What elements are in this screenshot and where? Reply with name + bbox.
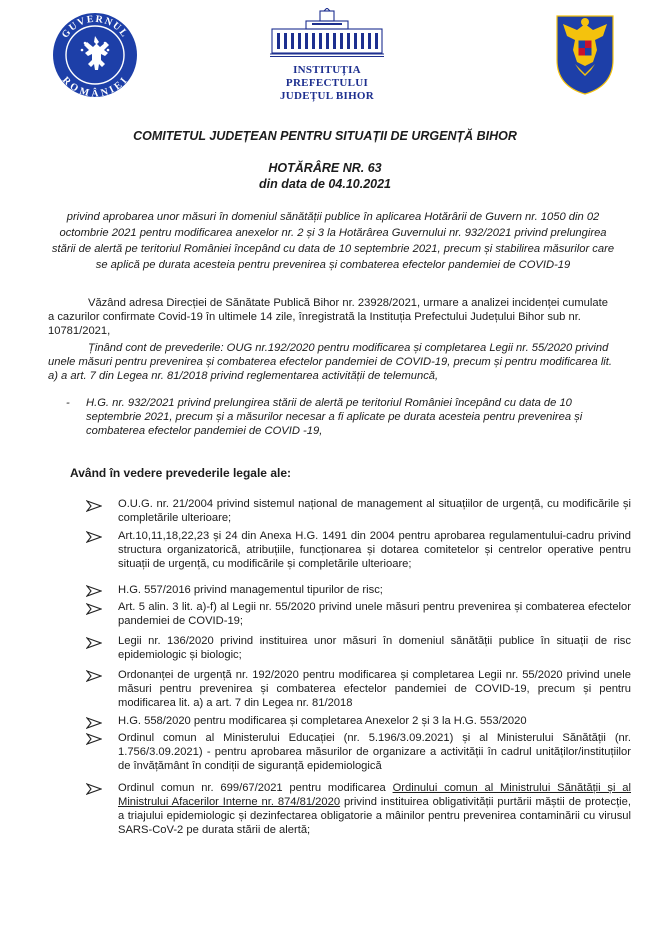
arrow-bullet-icon: [86, 531, 116, 545]
seal-text-top: GUVERNUL: [59, 13, 131, 41]
decision-number: HOTĂRÂRE NR. 63: [268, 161, 382, 175]
building-icon: [268, 8, 386, 58]
paragraph-dsp-address: [48, 296, 628, 338]
subject-line: privind aprobarea unor măsuri în domeniul sănătății publice în aplicarea Hotărârii de Guvern nr. 1050 din 02: [66, 211, 600, 223]
paragraph-line: 10781/2021,: [48, 325, 111, 337]
paragraph-line: unele măsuri pentru prevenirea și combaterea efectelor pandemiei de COVID-19, precum și pentru modificarea lit.: [48, 356, 613, 368]
arrow-bullet-icon: [86, 733, 116, 747]
arrow-bullet-icon: [86, 585, 116, 599]
arrow-bullet-icon: [86, 783, 116, 797]
coat-of-arms-logo: [553, 10, 617, 96]
government-seal-logo: [52, 12, 138, 98]
paragraph-line: Ținând cont de prevederile: OUG nr.192/2020 pentru modificarea și completarea Legii nr. 55/2020 privind: [88, 342, 609, 354]
legal-item: Art.10,11,18,22,23 și 24 din Anexa H.G. 1491 din 2004 pentru aprobarea regulamentului-cadru privind structura organizatorică, atribuțiile, funcționarea și dotarea comitetelor și centrelor operative pentru situații de urgență, cu modificările și completările ulterioare;: [118, 530, 631, 570]
legal-item-text: privind instituirea obligativității purtării măștii de protecție, a triajului epidemiologic și dezinfectarea obligatorie a mâinilor pentru prevenirea contaminării cu virusul SARS-CoV-2 pe durata stării de alertă;: [118, 796, 631, 836]
institution-name-line1: INSTITUȚIA PREFECTULUI: [285, 64, 369, 89]
seal-text-bottom: ROMÂNIEI: [59, 74, 131, 98]
legal-item: Ordinul comun al Ministerului Educației (nr. 5.196/3.09.2021) și al Ministerului Sănătății (nr. 1.756/3.09.2021) - pentru aprobarea măsurilor de organizare a activității în cadrul unităților/instituțiilor de învățământ în condiții de siguranță epidemiologică: [118, 732, 631, 772]
legal-item-underlined-reference: Ordinului comun al Ministrului Sănătății și al Ministrului Afacerilor Interne nr. 874/81/2020: [118, 782, 632, 808]
decision-date: din data de 04.10.2021: [258, 177, 391, 191]
arrow-bullet-icon: [86, 717, 116, 731]
legal-item: H.G. 558/2020 pentru modificarea și completarea Anexelor 2 și 3 la H.G. 553/2020: [118, 715, 527, 727]
dash-item-line: H.G. nr. 932/2021 privind prelungirea stării de alertă pe teritoriul României începând cu data de 10: [86, 397, 572, 409]
subject-line: stării de alertă pe teritoriul României începând cu data de 10 septembrie 2021, precum și stabilirea măsurilor care: [51, 243, 615, 255]
dash-item-line: septembrie 2021, precum și a măsurilor necesar a fi aplicate pe durata acesteia pentru prevenirea și: [86, 411, 583, 423]
arrow-bullet-icon: [86, 603, 116, 617]
legal-item-text: Ordinul comun nr. 699/67/2021 pentru modificarea: [118, 782, 393, 794]
institution-name-line2: JUDEȚUL BIHOR: [279, 90, 375, 102]
paragraph-line: a) a art. 7 din Legea nr. 81/2018 privind reglementarea activității de telemuncă,: [48, 370, 439, 382]
subject-line: se aplică pe durata acesteia pentru prevenirea și combaterea efectelor pandemiei de COVID-19: [95, 259, 571, 271]
arrow-bullet-icon: [86, 637, 116, 651]
prefecture-logo: [262, 8, 392, 102]
legal-item: Legii nr. 136/2020 privind instituirea unor măsuri în domeniul sănătății publice în situații de risc epidemiologic și biologic;: [118, 635, 631, 661]
paragraph-legal-context: [48, 341, 628, 383]
committee-title: COMITETUL JUDEȚEAN PENTRU SITUAȚII DE URGENȚĂ BIHOR: [133, 129, 517, 143]
dash-list-item: [66, 396, 631, 438]
legal-item: H.G. 557/2016 privind managementul tipurilor de risc;: [118, 584, 383, 596]
legal-item: [118, 781, 631, 837]
paragraph-line: a cazurilor confirmate Covid-19 în ultimele 14 zile, înregistrată la Instituția Prefectului Județului Bihor sub nr.: [48, 311, 581, 323]
legal-provisions-heading: Având în vedere prevederile legale ale:: [70, 466, 291, 480]
legal-item: Art. 5 alin. 3 lit. a)-f) al Legii nr. 55/2020 privind unele măsuri pentru prevenirea și combaterea efectelor pandemiei de COVID-19;: [118, 601, 631, 627]
legal-item: Ordonanței de urgență nr. 192/2020 pentru modificarea și completarea Legii nr. 55/2020 privind unele măsuri pentru prevenirea și combaterea efectelor pandemiei de COVID-19, precum și pentru modificarea lit. a) a art. 7 din Legea nr. 81/2018: [118, 669, 631, 709]
dash-item-line: combaterea efectelor pandemiei de COVID -19,: [86, 425, 323, 437]
dash-marker: -: [66, 397, 70, 409]
paragraph-line: Văzând adresa Direcției de Sănătate Publică Bihor nr. 23928/2021, urmare a analizei incidenței cumulate: [88, 297, 608, 309]
arrow-bullet-icon: [86, 500, 116, 514]
arrow-bullet-icon: [86, 670, 116, 684]
decision-subject: [48, 209, 618, 273]
document-header: [0, 0, 650, 110]
subject-line: octombrie 2021 pentru modificarea anexelor nr. 2 și 3 la Hotărârea Guvernului nr. 932/2021 privind prelungirea: [59, 227, 607, 239]
legal-item: O.U.G. nr. 21/2004 privind sistemul național de management al situațiilor de urgență, cu modificările și completările ulterioare;: [118, 498, 631, 524]
